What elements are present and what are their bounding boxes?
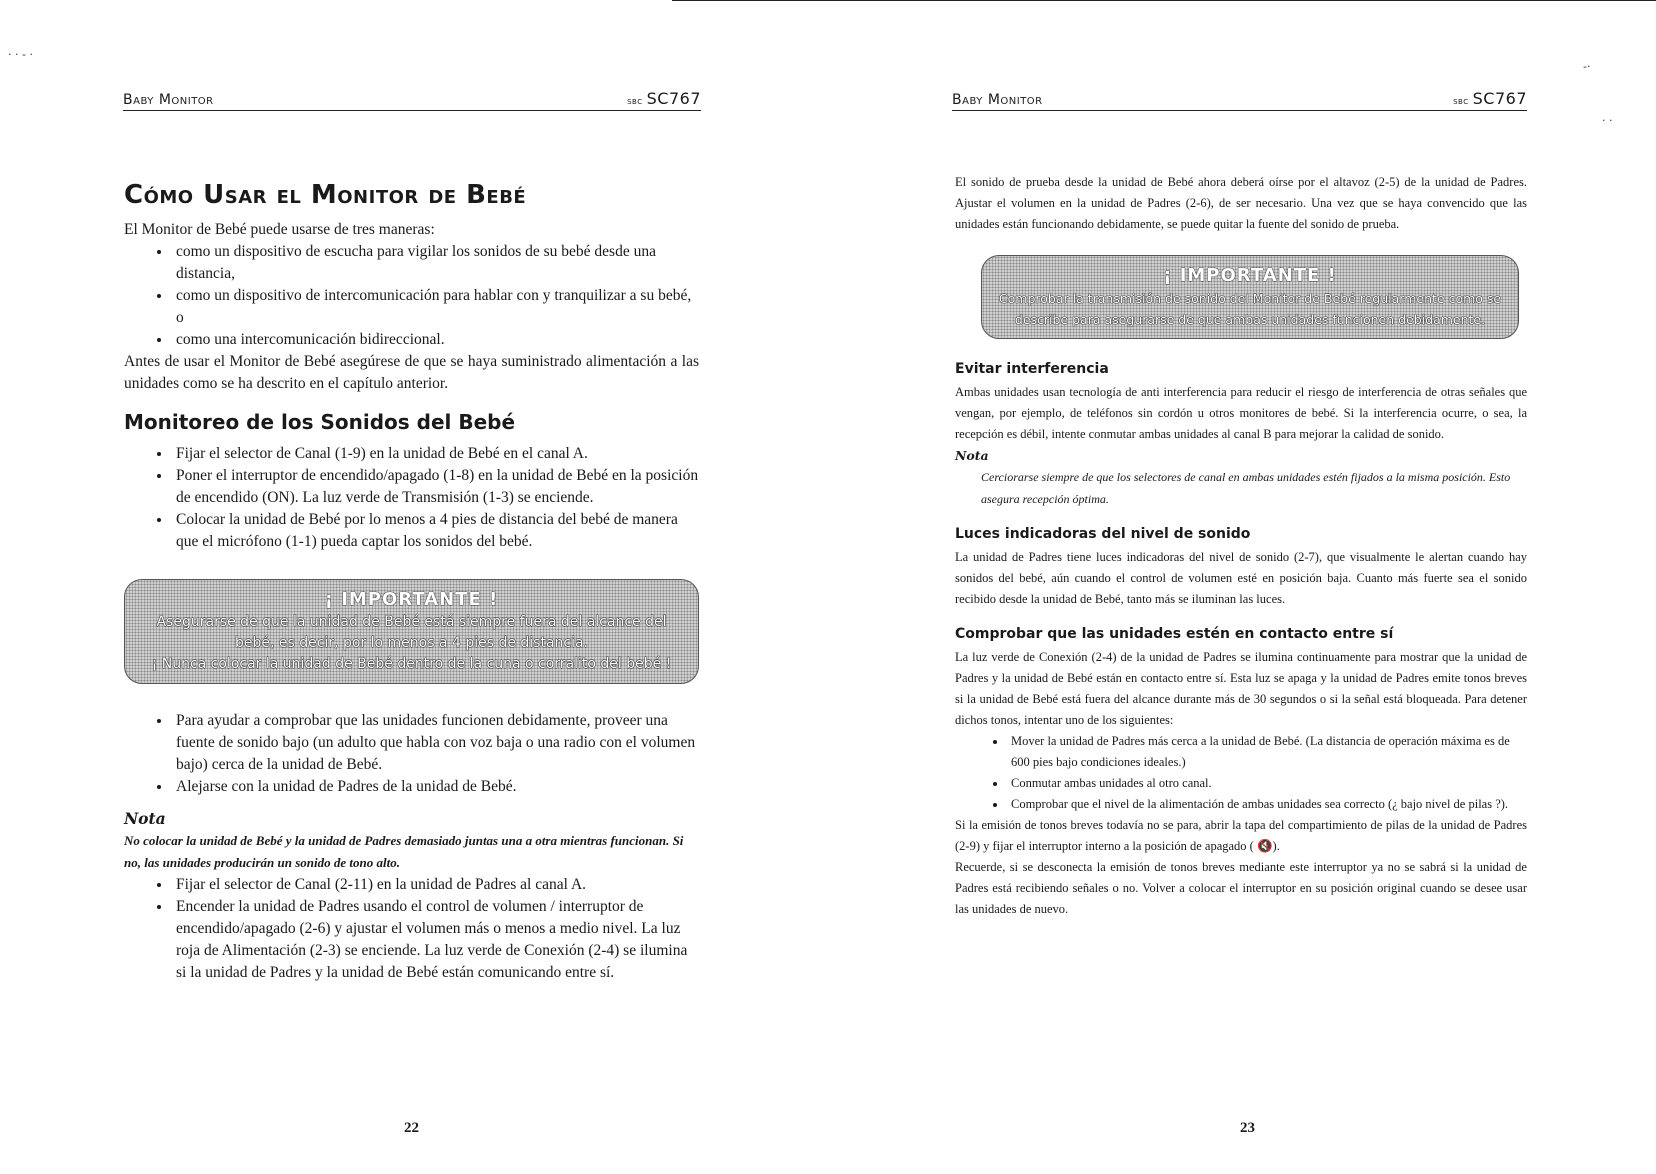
list-item: • Fijar el selector de Canal (2-11) en la unidad de Padres al canal A. xyxy=(172,874,699,896)
section-title: Evitar interferencia xyxy=(955,361,1109,377)
important-box xyxy=(981,255,1519,339)
header-brand: Baby Monitor xyxy=(123,92,214,108)
header-model-prefix: sbc xyxy=(627,96,643,107)
important-title: ¡ IMPORTANTE ! xyxy=(1163,265,1337,286)
intro-text: El sonido de prueba desde la unidad de Bebé ahora deberá oírse por el altavoz (2-5) de la unidad de Padres. Ajustar el volumen en la unidad de Padres (2-6), de ser necesario. Una vez que se haya convencido que las unidades están funcionando debidamente, se puede quitar la fuente del sonido de prueba. xyxy=(955,175,1527,231)
lights-text: La unidad de Padres tiene luces indicadoras del nivel de sonido (2-7), que visualmente le alertan cuando hay sonidos del bebé, aún cuando el control de volumen esté en posición baja. Cuanto más fuerte sea el sonido recibido desde la unidad de Bebé, tanto más se iluminan las luces. xyxy=(955,550,1527,606)
page-number: 22 xyxy=(404,1120,419,1136)
list-item: • Para ayudar a comprobar que las unidades funcionen debidamente, proveer una fuente de sonido bajo (un adulto que habla con voz baja o una radio con el volumen bajo) cerca de la unidad de Bebé. xyxy=(172,710,699,776)
note-title: Nota xyxy=(124,809,166,828)
important-text: Comprobar la transmisión de sonido del Monitor de Bebé regularmente como se describe para asegurarse de que ambas unidades funcionen debidamente. xyxy=(998,291,1502,327)
list-item: • Encender la unidad de Padres usando el control de volumen / interruptor de encendido/apagado (2-6) y ajustar el volumen más o menos a medio nivel. La luz roja de Alimentación (2-3) se enciende. La luz verde de Conexión (2-4) se ilumina si la unidad de Padres y la unidad de Bebé están comunicando entre sí. xyxy=(172,896,699,984)
page-title: Cómo Usar el Monitor de Bebé xyxy=(124,180,527,210)
scan-speck: -· xyxy=(1583,60,1591,73)
list-item: • Poner el interruptor de encendido/apagado (1-8) en la unidad de Bebé en la posición de encendido (ON). La luz verde de Transmisión (1-3) se enciende. xyxy=(172,465,699,509)
header-model-number: SC767 xyxy=(1472,89,1527,108)
note-text: Cerciorarse siempre de que los selectores de canal en ambas unidades estén fijados a la misma posición. Esto asegura recepción óptima. xyxy=(981,470,1511,506)
page-number: 23 xyxy=(1240,1120,1255,1136)
list-item: • como un dispositivo de escucha para vigilar los sonidos de su bebé desde una distancia, xyxy=(172,241,699,285)
steps-list xyxy=(124,710,699,798)
section-title: Monitoreo de los Sonidos del Bebé xyxy=(124,410,516,434)
important-box xyxy=(124,579,699,684)
steps-list xyxy=(124,443,699,553)
header-brand: Baby Monitor xyxy=(952,92,1043,108)
list-item: • Mover la unidad de Padres más cerca a la unidad de Bebé. (La distancia de operación máxima es de 600 pies bajo condiciones ideales.) xyxy=(1007,731,1527,773)
header-model xyxy=(1453,89,1527,108)
uses-list xyxy=(124,241,699,351)
list-item: • Fijar el selector de Canal (1-9) en la unidad de Bebé en el canal A. xyxy=(172,443,699,465)
page-right xyxy=(828,0,1656,1174)
list-item: • Colocar la unidad de Bebé por lo menos a 4 pies de distancia del bebé de manera que el micrófono (1-1) pueda captar los sonidos del bebé. xyxy=(172,509,699,553)
right-content xyxy=(955,172,1527,920)
header-model-prefix: sbc xyxy=(1453,96,1469,107)
note-text: No colocar la unidad de Bebé y la unidad de Padres demasiado juntas una a otra mientras funcionan. Si no, las unidades producirán un sonido de tono alto. xyxy=(124,833,684,870)
running-header xyxy=(952,88,1527,111)
list-item: • Conmutar ambas unidades al otro canal. xyxy=(1007,773,1527,794)
tones-text: Si la emisión de tonos breves todavía no se para, abrir la tapa del compartimiento de pilas de la unidad de Padres (2-9) y fijar el interruptor interno a la posición de apagado ( 🔇). xyxy=(955,818,1527,853)
intro-text: El Monitor de Bebé puede usarse de tres maneras: xyxy=(124,221,435,238)
header-model xyxy=(627,89,701,108)
important-text: Asegurarse de que la unidad de Bebé está siempre fuera del alcance del bebé, es decir, por lo menos a 4 pies de distancia. xyxy=(156,614,667,651)
section-title: Luces indicadoras del nivel de sonido xyxy=(955,526,1251,542)
list-item: • Alejarse con la unidad de Padres de la unidad de Bebé. xyxy=(172,776,699,798)
section-title: Comprobar que las unidades estén en contacto entre sí xyxy=(955,626,1394,642)
list-item: • Comprobar que el nivel de la alimentación de ambas unidades sea correcto (¿ bajo nivel de pilas ?). xyxy=(1007,794,1527,815)
scan-speck: · · xyxy=(1602,114,1613,127)
list-item: • como un dispositivo de intercomunicación para hablar con y tranquilizar a su bebé, o xyxy=(172,285,699,329)
list-item: • como una intercomunicación bidireccional. xyxy=(172,329,699,351)
scan-speck: · · - · xyxy=(8,48,33,61)
remember-text: Recuerde, si se desconecta la emisión de tonos breves mediante este interruptor ya no se sabrá si la unidad de Padres está recibiendo señales o no. Volver a colocar el interruptor en su posición original cuando se desee usar las unidades de nuevo. xyxy=(955,860,1527,916)
note-title: Nota xyxy=(955,448,989,463)
contact-steps-list xyxy=(955,731,1527,815)
running-header xyxy=(123,88,701,111)
interference-text: Ambas unidades usan tecnología de anti interferencia para reducir el riesgo de interferencia de otras señales que vengan, por ejemplo, de teléfonos sin cordón u otros monitores de bebé. Si la interferencia ocurre, o sea, la recepción es débil, intente conmutar ambas unidades al canal B para mejorar la calidad de sonido. xyxy=(955,385,1527,441)
steps-list xyxy=(124,874,699,984)
header-model-number: SC767 xyxy=(646,89,701,108)
important-title: ¡ IMPORTANTE ! xyxy=(324,589,499,610)
important-text: ¡ Nunca colocar la unidad de Bebé dentro de la cuna o corralito del bebé ! xyxy=(151,656,672,672)
contact-text: La luz verde de Conexión (2-4) de la unidad de Padres se ilumina continuamente para mostrar que la unidad de Padres y la unidad de Bebé están en contacto entre sí. Esta luz se apaga y la unidad de Padres emite tonos breves si la unidad de Bebé está fuera del alcance durante más de 30 segundos o si la señal está bloqueada. Para detener dichos tonos, intentar uno de los siguientes: xyxy=(955,650,1527,727)
before-text: Antes de usar el Monitor de Bebé asegúrese de que se haya suministrado alimentación a las unidades como se ha descrito en el capítulo anterior. xyxy=(124,353,699,392)
left-content xyxy=(124,177,699,984)
